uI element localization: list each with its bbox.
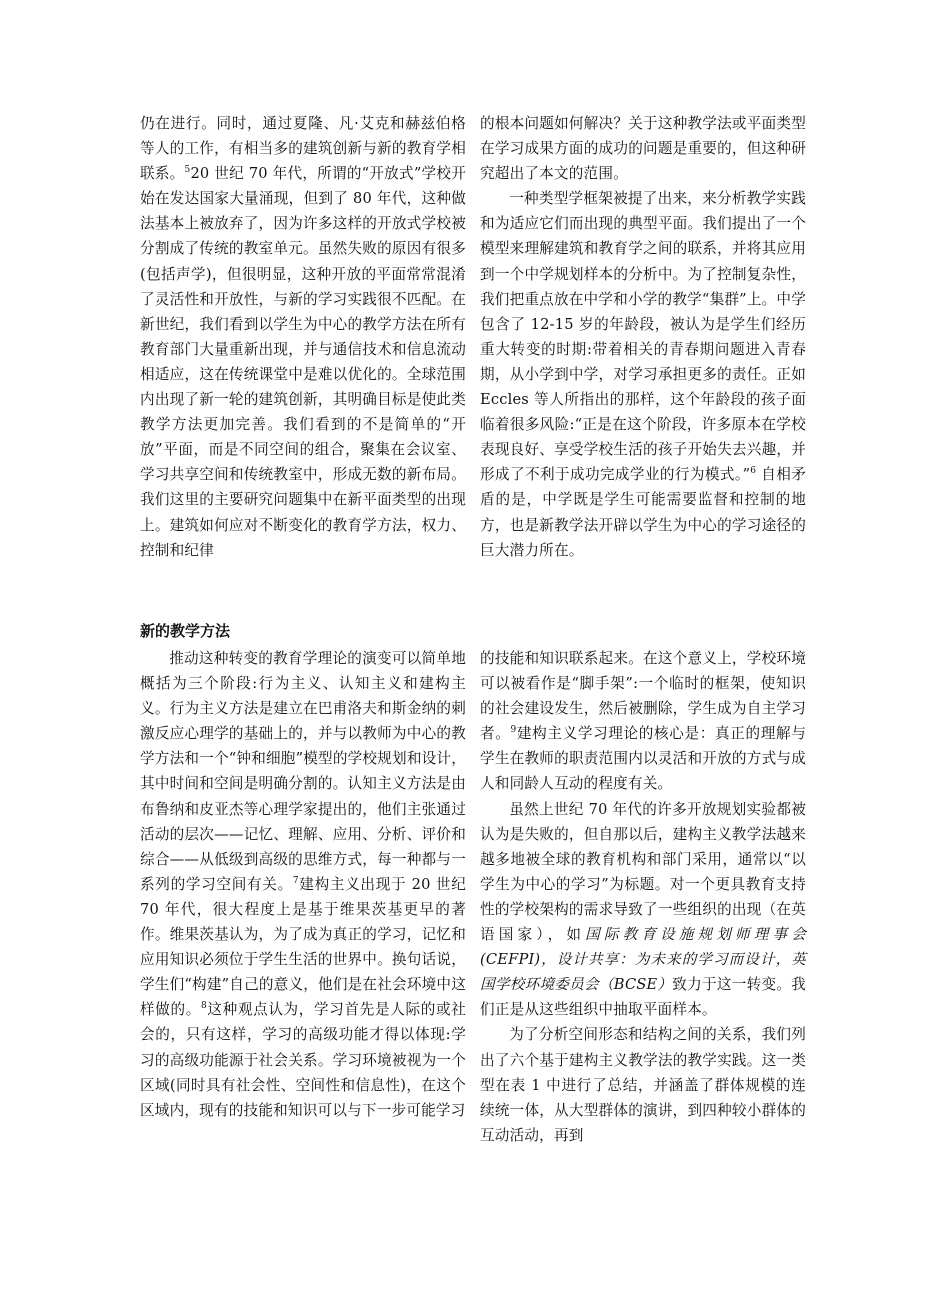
organization-names: 国际教育设施规划师理事会(CEFPI)，设计共享：为未来的学习而设计，英国学校环境委员会（BCSE） <box>480 926 807 994</box>
paragraph: 为了分析空间形态和结构之间的关系，我们列出了六个基于建构主义教学法的教学实践。这一类型在表 1 中进行了总结，并涵盖了群体规模的连续统一体，从大型群体的演讲，到四种较小群体的互动活动，再到 <box>480 1026 806 1144</box>
paragraph: 一种类型学框架被提了出来，来分析教学实践和为适应它们而出现的典型平面。我们提出了一个模型来理解建筑和教育学之间的联系，并将其应用到一个中学规划样本的分析中。为了控制复杂性，我们把重点放在中学和小学的教学“集群”上。中学包含了 12-15 岁的年龄段，被认为是学生们经历重大转变的时期:带着相关的青春期问题进入青春期，从小学到中学，对学习承担更多的责任。正如 Eccles 等人所指出的那样，这个年龄段的孩子面临着很多风险:“正是在这个阶段，许多原本在学校表现良好、享受学校生活的孩子开始失去兴趣，并形成了不利于成功完成学业的行为模式。”$^6$ 自相矛盾的是，中学既是学生可能需要监督和控制的地方，也是新教学法开辟以学生为中心的学习途径的巨大潜力所在。 <box>480 190 806 559</box>
bottom-right-column <box>480 646 806 1148</box>
section-heading: 新的教学方法 <box>140 622 231 640</box>
footnote-ref[interactable]: 5 <box>184 165 191 176</box>
paragraph: 推动这种转变的教育学理论的演变可以简单地概括为三个阶段:行为主义、认知主义和建构主义。行为主义方法是建立在巴甫洛夫和斯金纳的刺激反应心理学的基础上的，并与以教师为中心的教学方法和一个“钟和细胞”模型的学校规划和设计，其中时间和空间是明确分割的。认知主义方法是由布鲁纳和皮亚杰等心理学家提出的，他们主张通过活动的层次——记忆、理解、应用、分析、评价和综合——从低级到高级的思维方式，每一种都与一系列的学习空间有关。$^7$建构主义出现于 20 世纪 70 年代，很大程度上是基于维果茨基更早的著作。维果茨基认为，为了成为真正的学习，记忆和应用知识必须位于学生生活的世界中。换句话说，学生们“构建”自己的意义，他们是在社会环境中这样做的。$^8$这种观点认为，学习首先是人际的或社会的，只有这样，学习的高级功能才得以体现:学习的高级功能源于社会关系。学习环境被视为一个区域(同时具有社会性、空间性和信息性)，在这个区域内，现有的技能和知识可以与下一步可能学习 <box>140 650 466 1119</box>
footnote-ref[interactable]: 6 <box>750 466 757 477</box>
top-right-column <box>480 111 806 563</box>
footnote-ref[interactable]: 7 <box>292 875 299 886</box>
top-left-column <box>140 111 466 563</box>
paragraph: 的技能和知识联系起来。在这个意义上，学校环境可以被看作是“脚手架”:一个临时的框架，使知识的社会建设发生，然后被删除，学生成为自主学习者。$^9$建构主义学习理论的核心是：真正的理解与学生在教师的职责范围内以灵活和开放的方式与成人和同龄人互动的程度有关。 <box>480 650 806 793</box>
paragraph: 的根本问题如何解决？关于这种教学法或平面类型在学习成果方面的成功的问题是重要的，但这种研究超出了本文的范围。 <box>480 115 806 183</box>
bottom-left-column <box>140 646 466 1123</box>
paragraph: 仍在进行。同时，通过夏隆、凡·艾克和赫兹伯格等人的工作，有相当多的建筑创新与新的教育学相联系。$^5$20 世纪 70 年代，所谓的“开放式”学校开始在发达国家大量涌现，但到了 80 年代，这种做法基本上被放弃了，因为许多这样的开放式学校被分割成了传统的教室单元。虽然失败的原因有很多(包括声学)，但很明显，这种开放的平面常常混淆了灵活性和开放性，与新的学习实践很不匹配。在新世纪，我们看到以学生为中心的教学方法在所有教育部门大量重新出现，并与通信技术和信息流动相适应，这在传统课堂中是难以优化的。全球范围内出现了新一轮的建筑创新，其明确目标是使此类教学方法更加完善。我们看到的不是简单的“开放”平面，而是不同空间的组合，聚集在会议室、学习共享空间和传统教室中，形成无数的新布局。我们这里的主要研究问题集中在新平面类型的出现上。建筑如何应对不断变化的教育学方法，权力、控制和纪律 <box>140 115 466 559</box>
footnote-ref[interactable]: 9 <box>510 725 517 736</box>
paragraph: 虽然上世纪 70 年代的许多开放规划实验都被认为是失败的，但自那以后，建构主义教学法越来越多地被全球的教育机构和部门采用，通常以“以学生为中心的学习”为标题。对一个更具教育支持性的学校架构的需求导致了一些组织的出现（在英语国家），如国际教育设施规划师理事会(CEFPI)，设计共享：为未来的学习而设计，英国学校环境委员会（BCSE）致力于这一转变。我们正是从这些组织中抽取平面样本。 <box>480 800 807 1019</box>
footnote-ref[interactable]: 8 <box>200 1001 207 1012</box>
